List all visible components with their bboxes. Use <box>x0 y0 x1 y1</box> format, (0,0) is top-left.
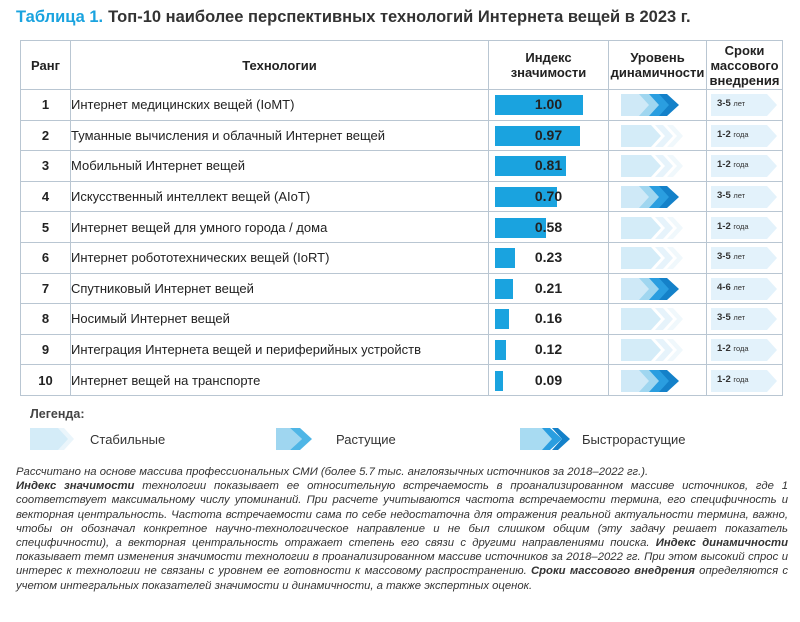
rank-cell: 1 <box>21 90 71 121</box>
term-cell <box>707 242 783 273</box>
term-cell <box>707 212 783 243</box>
chevron-base <box>621 155 661 177</box>
term-years: 1-2 <box>717 343 731 355</box>
technology-cell: Спутниковый Интернет вещей <box>71 273 489 304</box>
table-number: Таблица 1. <box>16 8 104 26</box>
term-unit: лет <box>733 313 746 323</box>
term-unit: лет <box>733 191 746 201</box>
index-cell <box>489 181 609 212</box>
dynamics-cell <box>609 365 707 396</box>
term-label <box>717 251 745 262</box>
term-unit: года <box>733 160 749 170</box>
note-dyn-text: показывает темп изменения значимости технологии в проанализированном массиве источников за 2018–2022 гг. При этом высокий спрос и интерес к технологии не связаны с уровнем ее готовности к массовому распространению. <box>16 551 788 578</box>
technology-cell: Туманные вычисления и облачный Интернет вещей <box>71 120 489 151</box>
header-dynamics <box>609 41 707 90</box>
technology-cell: Интернет робототехнических вещей (IoRT) <box>71 242 489 273</box>
chevron-base <box>621 217 661 239</box>
header-term-line2: массового <box>710 57 779 73</box>
table-row <box>21 212 783 243</box>
term-unit: лет <box>733 282 746 292</box>
header-index <box>489 41 609 90</box>
fast-chevron-icon <box>621 94 715 116</box>
legend-fast-label: Быстрорастущие <box>582 432 686 447</box>
term-years: 4-6 <box>717 281 731 293</box>
rank-cell: 7 <box>21 273 71 304</box>
table-row <box>21 151 783 182</box>
term-label <box>717 374 749 385</box>
technology-cell: Интернет медицинских вещей (IoMT) <box>71 90 489 121</box>
index-value: 0.12 <box>534 341 563 358</box>
index-value: 0.58 <box>534 218 563 235</box>
term-cell <box>707 120 783 151</box>
index-cell <box>489 304 609 335</box>
table-row <box>21 242 783 273</box>
dynamics-cell <box>609 273 707 304</box>
dynamics-cell <box>609 120 707 151</box>
note-definitions <box>16 479 788 593</box>
index-cell <box>489 365 609 396</box>
table-row <box>21 181 783 212</box>
growing-chevron-icon <box>276 428 321 450</box>
index-value: 0.16 <box>534 310 563 327</box>
header-row <box>21 41 783 90</box>
header-index-line1: Индекс <box>525 50 572 65</box>
header-dynamics-line2: динамичности <box>610 65 705 80</box>
rank-cell: 8 <box>21 304 71 335</box>
term-label <box>717 98 745 109</box>
dynamics-cell <box>609 90 707 121</box>
term-cell <box>707 273 783 304</box>
rank-cell: 5 <box>21 212 71 243</box>
table-row <box>21 90 783 121</box>
fast-chevron-icon <box>621 370 715 392</box>
term-years: 1-2 <box>717 128 731 140</box>
note-source: Рассчитано на основе массива профессиональных СМИ (более 5.7 тыс. англоязычных источников за 2018–2022 гг.). <box>16 466 649 478</box>
header-term-line3: внедрения <box>709 72 780 88</box>
index-value: 0.97 <box>534 126 563 143</box>
term-cell <box>707 365 783 396</box>
technology-cell: Искусственный интеллект вещей (AIoT) <box>71 181 489 212</box>
term-years: 1-2 <box>717 373 731 385</box>
table-row <box>21 120 783 151</box>
rank-cell: 3 <box>21 151 71 182</box>
dynamics-cell <box>609 334 707 365</box>
index-value: 0.23 <box>534 249 563 266</box>
rank-cell: 4 <box>21 181 71 212</box>
term-cell <box>707 304 783 335</box>
technology-cell: Интернет вещей для умного города / дома <box>71 212 489 243</box>
index-value: 0.70 <box>534 188 563 205</box>
stable-chevron-icon <box>621 125 715 147</box>
table-row <box>21 304 783 335</box>
header-dynamics-line1: Уровень <box>630 50 685 65</box>
note-term-term: Сроки массового внедрения <box>531 565 695 578</box>
term-label <box>717 190 745 201</box>
index-cell <box>489 242 609 273</box>
page-title <box>16 8 691 27</box>
index-value: 0.09 <box>534 371 563 388</box>
term-cell <box>707 90 783 121</box>
fast-chevron-icon <box>621 186 715 208</box>
legend-growing-label: Растущие <box>336 432 396 447</box>
rank-cell: 10 <box>21 365 71 396</box>
index-value: 0.21 <box>534 279 563 296</box>
term-years: 3-5 <box>717 190 731 202</box>
term-unit: лет <box>733 252 746 262</box>
index-cell <box>489 273 609 304</box>
dynamics-cell <box>609 151 707 182</box>
chevron-base <box>621 308 661 330</box>
technology-cell: Носимый Интернет вещей <box>71 304 489 335</box>
term-label <box>717 282 745 293</box>
table-row <box>21 365 783 396</box>
term-cell <box>707 334 783 365</box>
technology-cell: Интернет вещей на транспорте <box>71 365 489 396</box>
table-title: Топ-10 наиболее перспективных технологий Интернета вещей в 2023 г. <box>108 8 691 26</box>
term-years: 1-2 <box>717 159 731 171</box>
index-cell <box>489 90 609 121</box>
term-unit: лет <box>733 99 746 109</box>
chevron-base <box>621 247 661 269</box>
term-years: 3-5 <box>717 312 731 324</box>
technology-table <box>20 40 783 396</box>
header-term <box>707 41 783 90</box>
term-years: 1-2 <box>717 220 731 232</box>
fast-chevron-icon <box>520 428 570 450</box>
stable-chevron-icon <box>30 428 75 450</box>
term-label <box>717 221 749 232</box>
stable-chevron-icon <box>621 155 715 177</box>
index-cell <box>489 120 609 151</box>
dynamics-cell <box>609 304 707 335</box>
rank-cell: 9 <box>21 334 71 365</box>
index-value: 0.81 <box>534 157 563 174</box>
header-term-line1: Сроки <box>724 42 765 58</box>
stable-chevron-icon <box>621 247 715 269</box>
note-dyn-term: Индекс динамичности <box>655 537 788 550</box>
notes <box>16 465 788 593</box>
term-unit: года <box>733 374 749 384</box>
table-row <box>21 334 783 365</box>
term-years: 3-5 <box>717 251 731 263</box>
term-unit: года <box>733 129 749 139</box>
term-label <box>717 129 749 140</box>
rank-cell: 2 <box>21 120 71 151</box>
header-rank: Ранг <box>21 41 71 90</box>
term-label <box>717 312 745 323</box>
stable-chevron-icon <box>621 217 715 239</box>
term-cell <box>707 181 783 212</box>
term-label <box>717 159 749 170</box>
term-unit: года <box>733 221 749 231</box>
header-tech: Технологии <box>71 41 489 90</box>
index-cell <box>489 151 609 182</box>
table-row <box>21 273 783 304</box>
dynamics-cell <box>609 242 707 273</box>
term-years: 3-5 <box>717 98 731 110</box>
index-value: 1.00 <box>534 96 563 113</box>
fast-chevron-icon <box>621 278 715 300</box>
note-index-term: Индекс значимости <box>16 480 135 493</box>
chevron-base <box>621 339 661 361</box>
rank-cell: 6 <box>21 242 71 273</box>
term-cell <box>707 151 783 182</box>
stable-chevron-icon <box>621 339 715 361</box>
index-cell <box>489 212 609 243</box>
note-index-text: технологии показывает ее относительную встречаемость в проанализированном массиве источников, где 1 соответствует максимальному числу упоминаний. При расчете учитываются частота встречаемости термина, его специфичность и векторная центральность. Частота встречаемости сама по себе недостаточна для отражения реальной актуальности термина, важно, чтобы он обозначал конкретное научно-технологическое направление и не был слишком общим (эту задачу решает показатель специфичности), а векторная центральность отражает степень его связи с другими направлениями поиска. <box>16 480 788 550</box>
term-unit: года <box>733 344 749 354</box>
index-cell <box>489 334 609 365</box>
technology-cell: Интеграция Интернета вещей и периферийных устройств <box>71 334 489 365</box>
dynamics-cell <box>609 181 707 212</box>
stable-chevron-icon <box>621 308 715 330</box>
header-index-line2: значимости <box>510 65 587 80</box>
legend-stable-label: Стабильные <box>90 432 166 447</box>
term-label <box>717 343 749 354</box>
technology-cell: Мобильный Интернет вещей <box>71 151 489 182</box>
note-term-text: определяются с учетом интегральных показателей значимости и динамичности, а также экспертных оценок. <box>16 565 789 592</box>
legend-title: Легенда: <box>30 407 85 421</box>
chevron-base <box>621 125 661 147</box>
dynamics-cell <box>609 212 707 243</box>
